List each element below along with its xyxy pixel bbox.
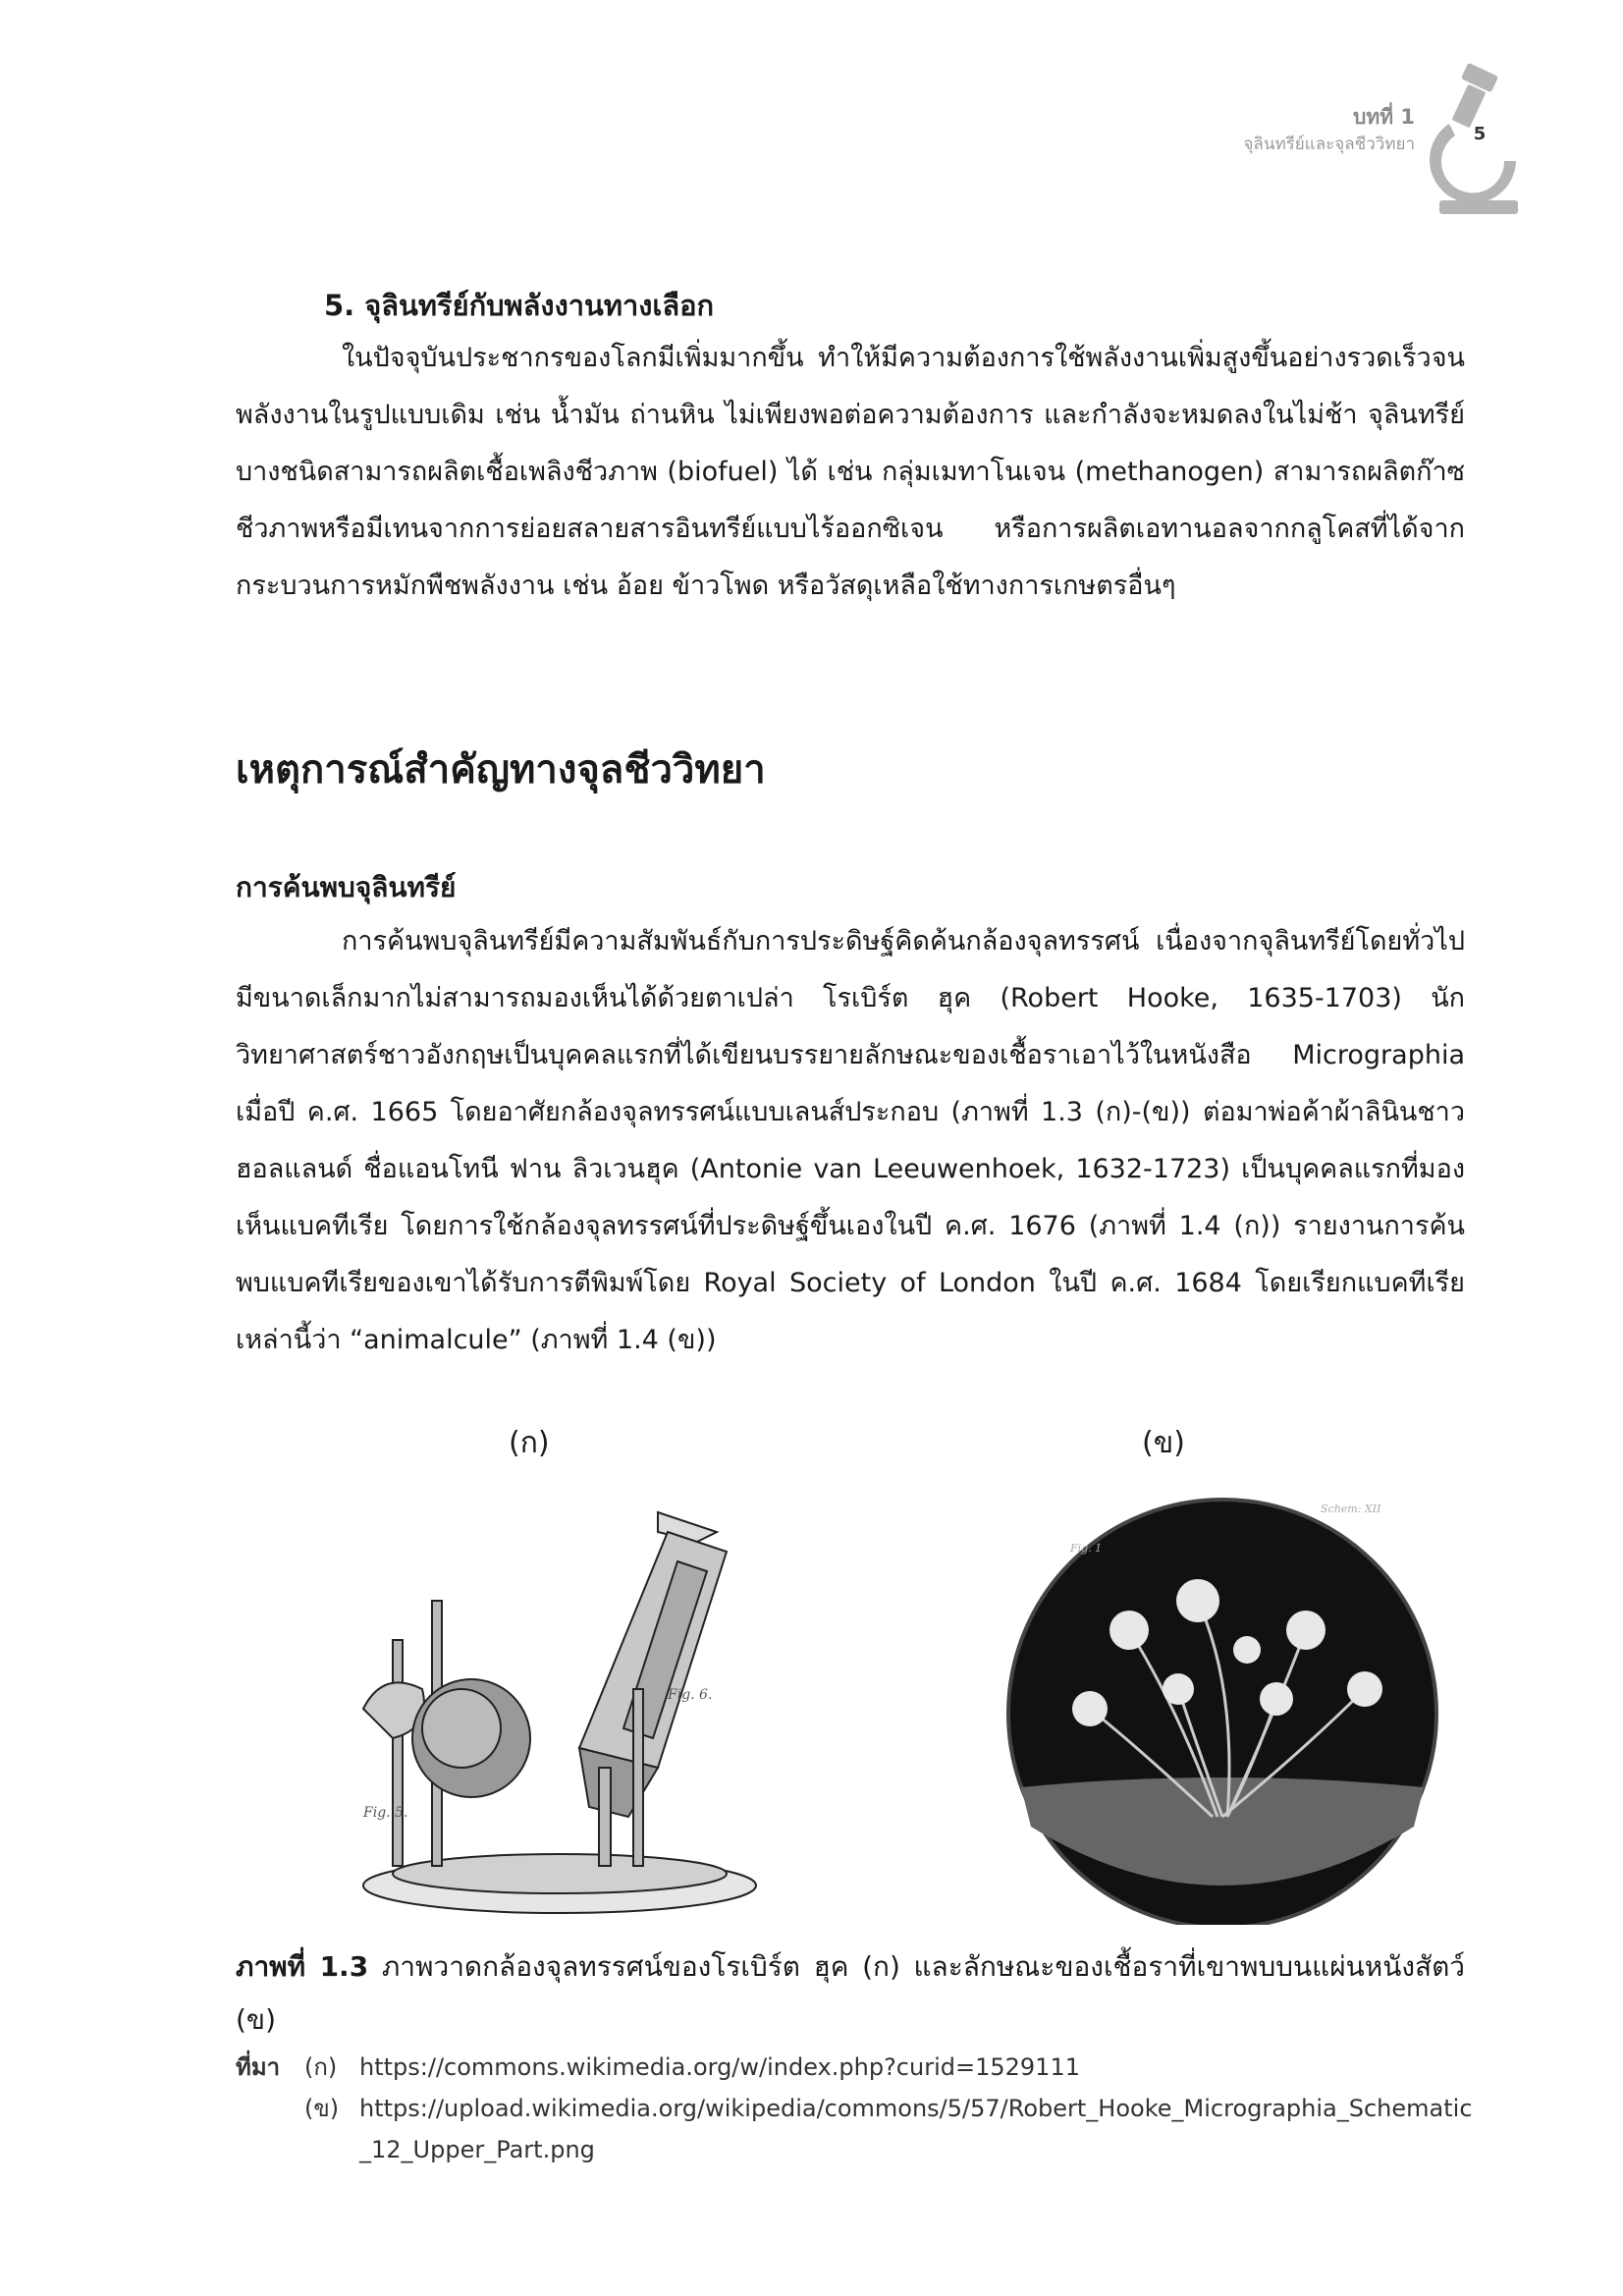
svg-text:Fig. 1: Fig. 1 [1070, 1542, 1103, 1555]
source-b-link[interactable]: https://upload.wikimedia.org/wikipedia/commons/5/57/Robert_Hooke_Micrographia_Schematic_12_Upper_Part.png [359, 2095, 1473, 2163]
svg-text:Schem: XII: Schem: XII [1321, 1503, 1381, 1515]
svg-text:Fig. 6.: Fig. 6. [668, 1687, 713, 1703]
microscope-icon [1420, 63, 1538, 230]
subsection-heading: การค้นพบจุลินทรีย์ [236, 871, 457, 903]
section-heading: 5. จุลินทรีย์กับพลังงานทางเลือก [324, 289, 715, 322]
running-header [1243, 102, 1415, 157]
source-a-link[interactable]: https://commons.wikimedia.org/w/index.php?curid=1529111 [359, 2053, 1080, 2081]
figure-label-b: (ข) [1142, 1426, 1185, 1460]
figure-caption [236, 1941, 1465, 2047]
main-heading: เหตุการณ์สำคัญทางจุลชีววิทยา [236, 747, 766, 793]
discovery-paragraph: การค้นพบจุลินทรีย์มีความสัมพันธ์กับการประดิษฐ์คิดค้นกล้องจุลทรรศน์ เนื่องจากจุลินทรีย์โดยทั่วไปมีขนาดเล็กมากไม่สามารถมองเห็นได้ด้วยตาเปล่า โรเบิร์ต ฮุค (Robert Hooke, 1635-1703) นักวิทยาศาสตร์ชาวอังกฤษเป็นบุคคลแรกที่ได้เขียนบรรยายลักษณะของเชื้อราเอาไว้ในหนังสือ Micrographia เมื่อปี ค.ศ. 1665 โดยอาศัยกล้องจุลทรรศน์แบบเลนส์ประกอบ (ภาพที่ 1.3 (ก)-(ข)) ต่อมาพ่อค้าผ้าลินินชาวฮอลแลนด์ ชื่อแอนโทนี ฟาน ลิวเวนฮุค (Antonie van Leeuwenhoek, 1632-1723) เป็นบุคคลแรกที่มองเห็นแบคทีเรีย โดยการใช้กล้องจุลทรรศน์ที่ประดิษฐ์ขึ้นเองในปี ค.ศ. 1676 (ภาพที่ 1.4 (ก)) รายงานการค้นพบแบคทีเรียของเขาได้รับการตีพิมพ์โดย Royal Society of London ในปี ค.ศ. 1684 โดยเรียกแบคทีเรียเหล่านี้ว่า “animalcule” (ภาพที่ 1.4 (ข)) [236, 926, 1465, 1355]
figure-source [236, 2047, 1473, 2170]
page-number: 5 [1473, 124, 1487, 144]
caption-label: ภาพที่ 1.3 [236, 1950, 369, 1983]
svg-text:Fig. 5.: Fig. 5. [363, 1805, 408, 1821]
source-b-label: (ข) [304, 2095, 340, 2122]
source-a-label: (ก) [304, 2053, 338, 2081]
source-key: ที่มา [236, 2053, 281, 2081]
caption-text: ภาพวาดกล้องจุลทรรศน์ของโรเบิร์ต ฮุค (ก) และลักษณะของเชื้อราที่เขาพบบนแผ่นหนังสัตว์ (ข) [236, 1950, 1466, 2036]
chapter-subtitle: จุลินทรีย์และจุลชีววิทยา [1243, 135, 1415, 154]
figure-label-a: (ก) [509, 1426, 550, 1460]
section-paragraph: ในปัจจุบันประชากรของโลกมีเพิ่มมากขึ้น ทำให้มีความต้องการใช้พลังงานเพิ่มสูงขึ้นอย่างรวดเร็วจนพลังงานในรูปแบบเดิม เช่น น้ำมัน ถ่านหิน ไม่เพียงพอต่อความต้องการ และกำลังจะหมดลงในไม่ช้า จุลินทรีย์บางชนิดสามารถผลิตเชื้อเพลิงชีวภาพ (biofuel) ได้ เช่น กลุ่มเมทาโนเจน (methanogen) สามารถผลิตก๊าซชีวภาพหรือมีเทนจากการย่อยสลายสารอินทรีย์แบบไร้ออกซิเจน หรือการผลิตเอทานอลจากกลูโคสที่ได้จากกระบวนการหมักพืชพลังงาน เช่น อ้อย ข้าวโพด หรือวัสดุเหลือใช้ทางการเกษตรอื่นๆ [236, 343, 1465, 601]
hooke-microscope-image [334, 1493, 884, 1925]
fungus-micrograph-image [982, 1493, 1473, 1925]
chapter-label: บทที่ 1 [1353, 105, 1415, 129]
